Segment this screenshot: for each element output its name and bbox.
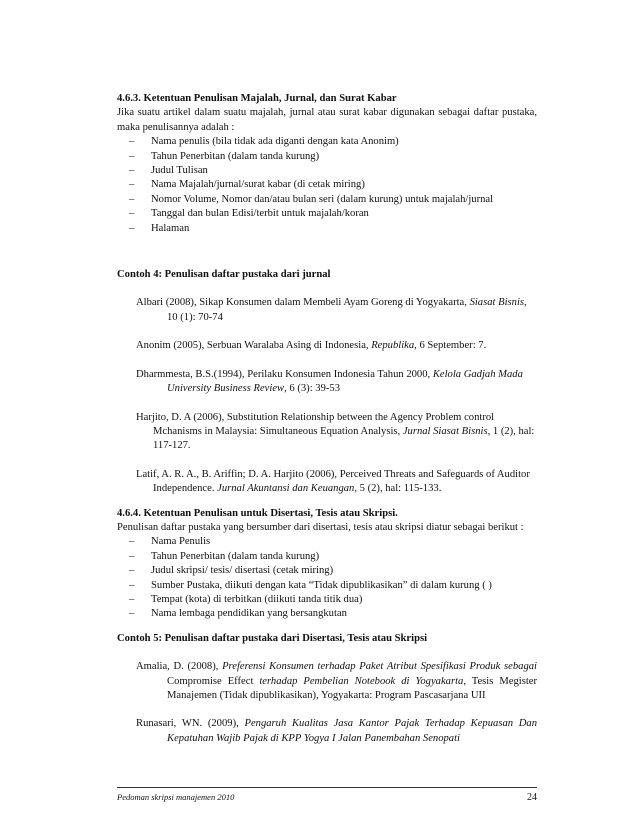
list-item: – Tanggal dan bulan Edisi/terbit untuk majalah/koran <box>129 207 537 221</box>
reference-entry: Albari (2008), Sikap Konsumen dalam Membeli Ayam Goreng di Yogyakarta, Siasat Bisnis, 10 (1): 70-74 <box>136 297 527 323</box>
list-item: – Judul skripsi/ tesis/ disertasi (cetak miring) <box>129 564 537 578</box>
section-4-6-3-intro: Jika suatu artikel dalam suatu majalah, jurnal atau surat kabar digunakan sebagai daftar pustaka, maka penulisannya adalah : <box>117 107 537 133</box>
example-5-heading: Contoh 5: Penulisan daftar pustaka dari Disertasi, Tesis atau Skripsi <box>117 632 428 644</box>
reference-entry: Amalia, D. (2008), Preferensi Konsumen terhadap Paket Atribut Spesifikasi Produk sebagai Compromise Effect terhadap Pembelian Notebook di Yogyakarta, Tesis Megister Manajemen (Tidak dipublikasikan), Yogyakarta: Program Pascasarjana UII <box>136 661 537 701</box>
section-4-6-4-list <box>117 535 537 621</box>
list-item: – Nama Penulis <box>129 535 537 549</box>
list-item: – Tahun Penerbitan (dalam tanda kurung) <box>129 550 537 564</box>
reference-entry: Harjito, D. A (2006), Substitution Relationship between the Agency Problem control Mchanisms in Malaysia: Simultaneous Equation Analysis, Jurnal Siasat Bisnis, 1 (2), hal: 117-127. <box>136 411 535 452</box>
page-footer <box>117 787 537 803</box>
list-item: – Judul Tulisan <box>129 164 537 178</box>
section-4-6-3-heading: 4.6.3. Ketentuan Penulisan Majalah, Jurnal, dan Surat Kabar <box>117 93 397 104</box>
reference-entry: Runasari, WN. (2009), Pengaruh Kualitas Jasa Kantor Pajak Terhadap Kepuasan Dan Kepatuhan Wajib Pajak di KPP Yogya I Jalan Panembahan Senopati <box>136 718 537 744</box>
reference-entry: Latif, A. R. A., B. Ariffin; D. A. Harjito (2006), Perceived Threats and Safeguards of Auditor Independence. Jurnal Akuntansi dan Keuangan, 5 (2), hal: 115-133. <box>136 468 530 495</box>
reference-entry: Anonim (2005), Serbuan Waralaba Asing di Indonesia, Republika, 6 September: 7. <box>136 340 487 352</box>
section-4-6-4-intro: Penulisan daftar pustaka yang bersumber dari disertasi, tesis atau skripsi diatur sebagai berikut : <box>117 521 524 533</box>
list-item: – Halaman <box>129 222 537 236</box>
section-4-6-3-list <box>117 135 537 236</box>
example-4-heading: Contoh 4: Penulisan daftar pustaka dari jurnal <box>117 269 331 281</box>
list-item: – Tahun Penerbitan (dalam tanda kurung) <box>129 150 537 164</box>
list-item: – Nama Majalah/jurnal/surat kabar (di cetak miring) <box>129 178 537 192</box>
list-item: – Sumber Pustaka, diikuti dengan kata “Tidak dipublikasikan” di dalam kurung ( ) <box>129 579 537 593</box>
list-item: – Nomor Volume, Nomor dan/atau bulan seri (dalam kurung) untuk majalah/jurnal <box>129 193 537 207</box>
list-item: – Nama penulis (bila tidak ada diganti dengan kata Anonim) <box>129 135 537 149</box>
list-item: – Tempat (kota) di terbitkan (diikuti tanda titik dua) <box>129 593 537 607</box>
reference-entry: Dharmmesta, B.S.(1994), Perilaku Konsumen Indonesia Tahun 2000, Kelola Gadjah Mada University Business Review, 6 (3): 39-53 <box>136 368 523 395</box>
section-4-6-4-heading: 4.6.4. Ketentuan Penulisan untuk Disertasi, Tesis atau Skripsi. <box>117 507 398 519</box>
document-page <box>117 92 537 746</box>
page-number: 24 <box>527 792 537 803</box>
list-item: – Nama lembaga pendidikan yang bersangkutan <box>129 607 537 621</box>
footer-title: Pedoman skripsi manajemen 2010 <box>117 792 235 802</box>
